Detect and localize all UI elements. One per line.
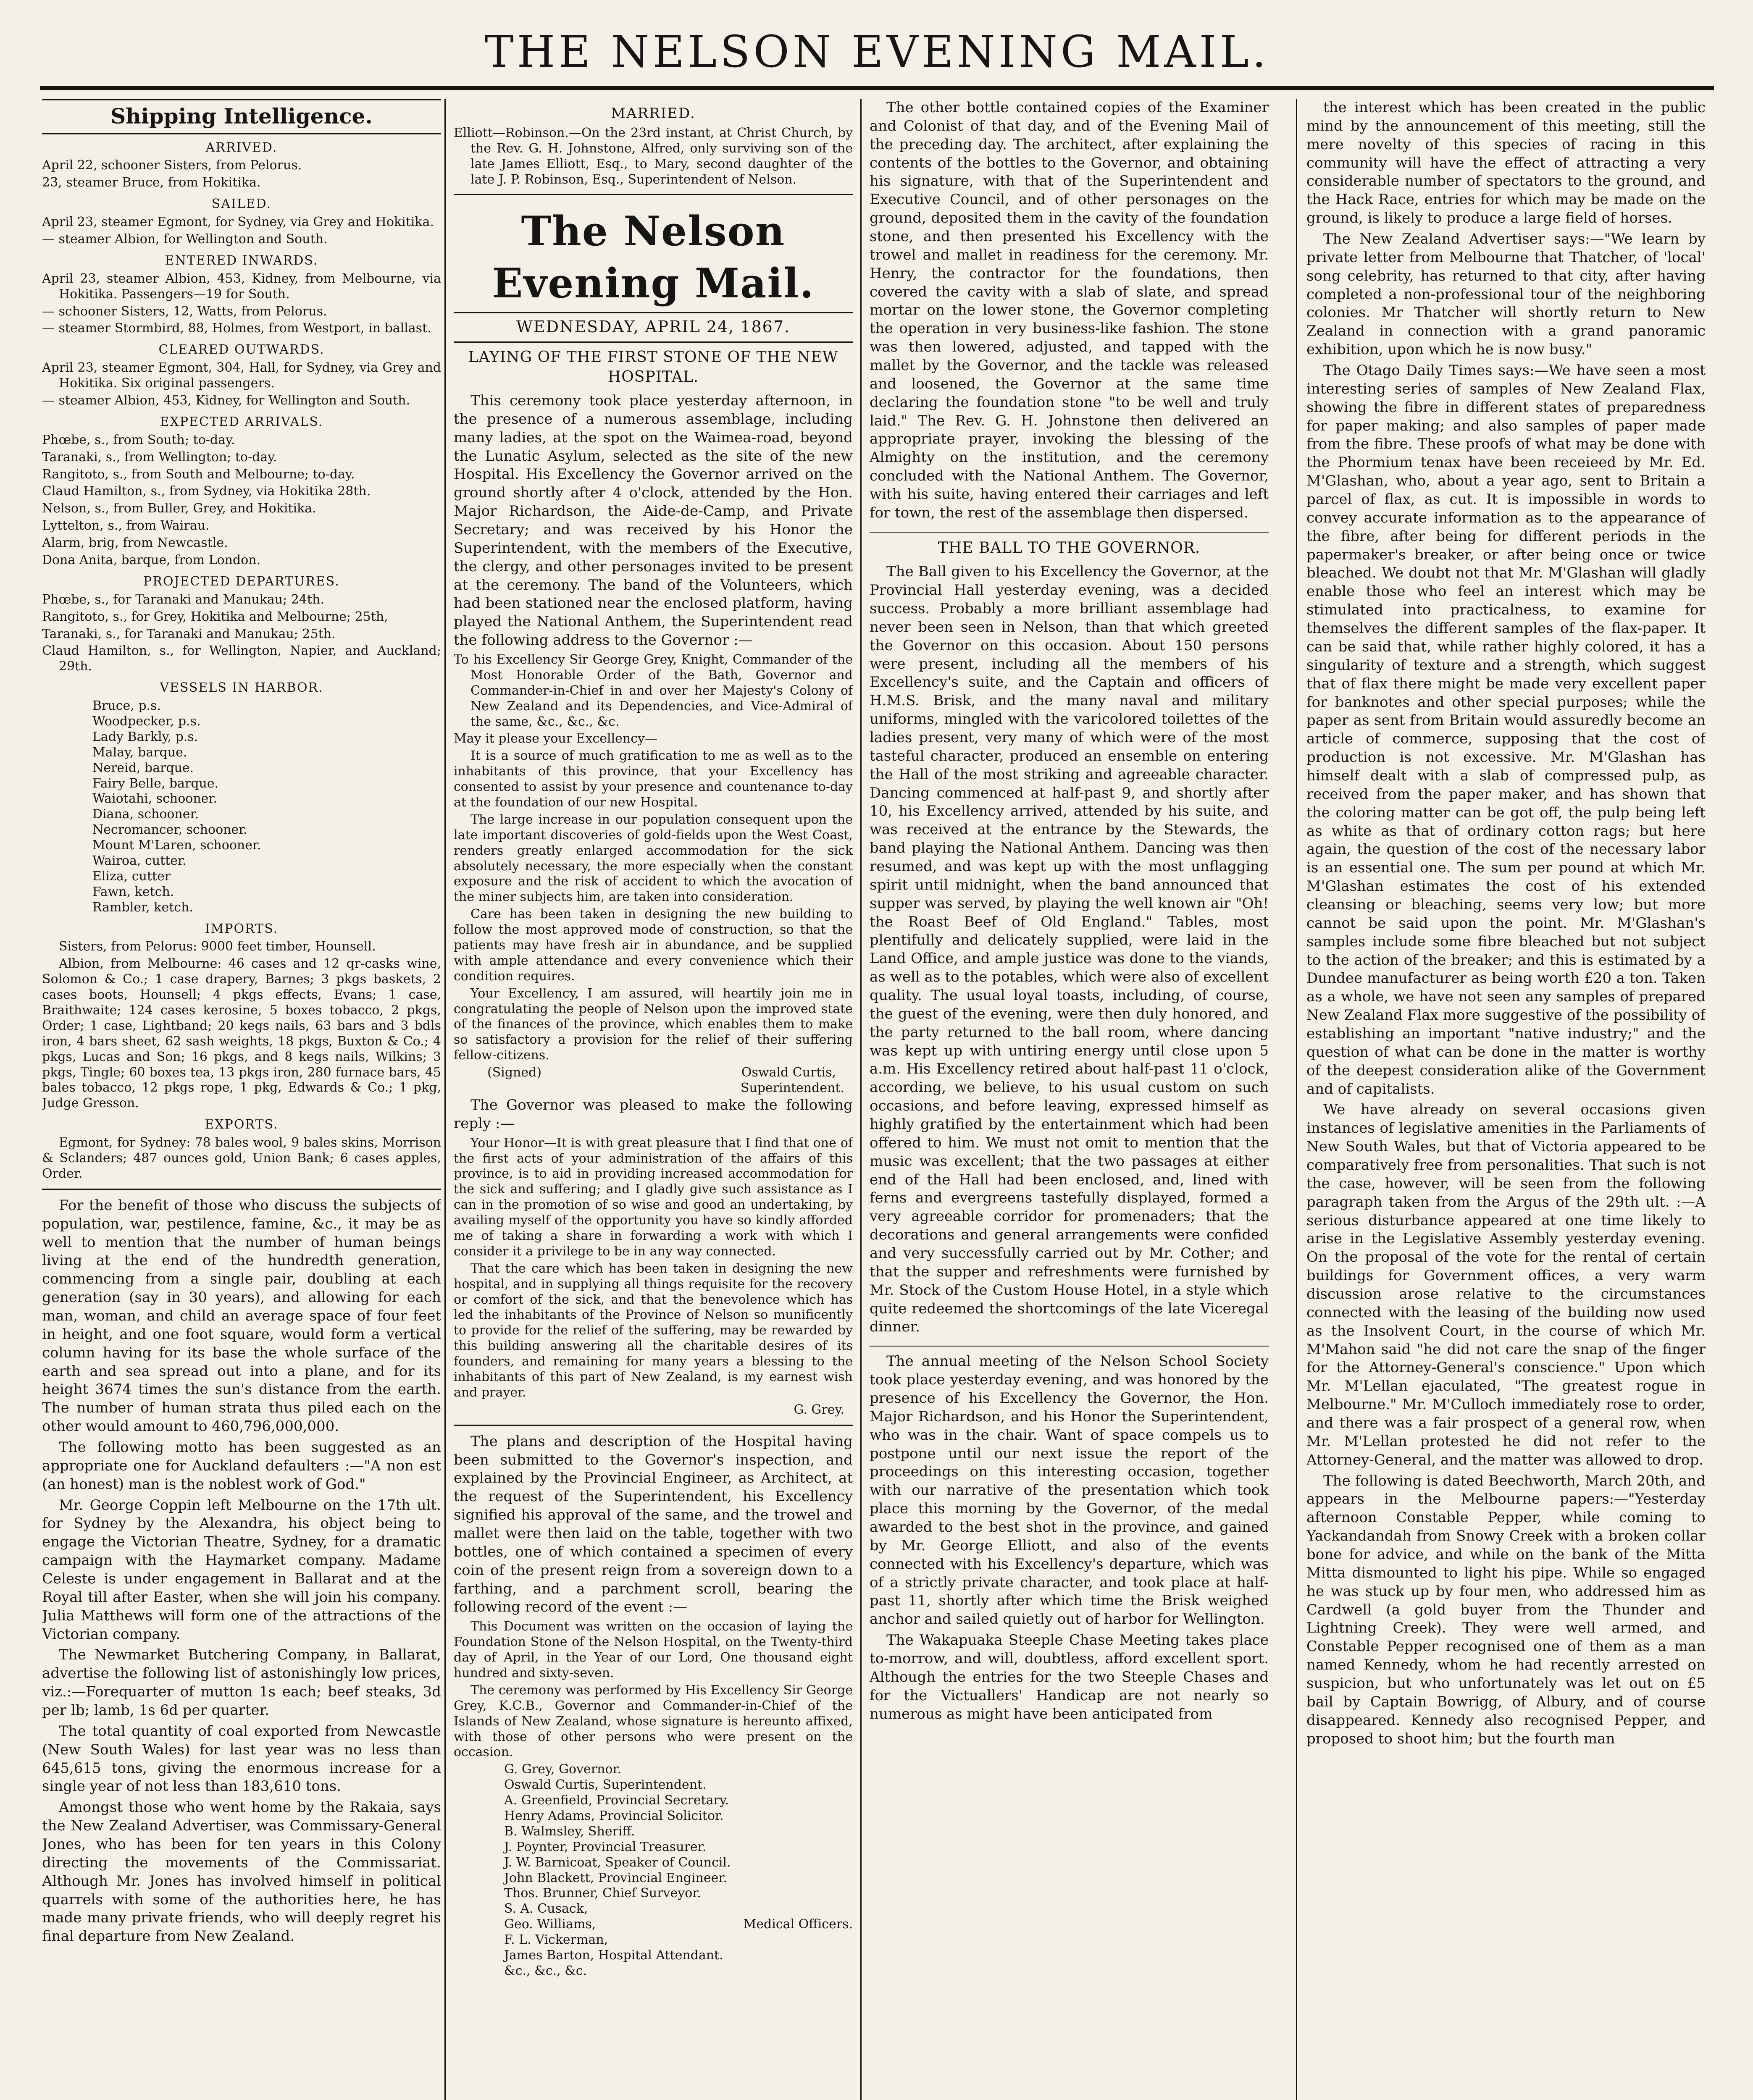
expected-heading: EXPECTED ARRIVALS. [160,414,323,429]
text-line: The annual meeting of the Nelson School Society took place yesterday evening, and was honored by the presence of his Excellency the Governor, the Hon. Major Richardson, and his Honor the Superintendent, who was in the chair. Want of space compels us to postpone until our next issue the report of the proceedings on this interesting occasion, together with our narrative of the presentation which took place this morning by the Governor, of the medal awarded to the best shot in the province, and gained by Mr. George Elliott, and also of the events connected with his Excellency's departure, which was of a strictly private character, and took place at half-past 11, shortly after which time the Brisk weighed anchor and sailed quietly out of harbor for Wellington. [870,1353,1269,1628]
text-line: This ceremony took place yesterday afternoon, in the presence of a numerous assemblage, including many ladies, at the spot on the Waimea-road, beyond the Lunatic Asylum, selected as the site of the new Hospital. His Excellency the Governor arrived on the ground shortly after 4 o'clock, attended by the Hon. Major Richardson, the Aide-de-Camp, and Private Secretary; and was received by his Honor the Superintendent, with the members of the Executive, the clergy, and other personages invited to be present at the ceremony. The band of the Volunteers, which had been stationed near the enclosed platform, having played the National Anthem, the Superintendent read the following address to the Governor :— [454,392,853,649]
text-line: A. Greenfield, Provincial Secretary. [504,1793,729,1808]
column-rule [444,99,446,2100]
text-line: For the benefit of those who discuss the subjects of population, war, pestilence, famine, &c., it may be as well to mention that the number of human beings living at the end of the hundredth generation, commencing from a single pair, doubling at each generation (say in 30 years), and allowing for each man, woman, and child an average space of four feet in height, and one foot square, would form a vertical column having for its base the whole surface of the earth and sea spread out into a plane, and for its height 3674 times the sun's distance from the earth. The number of human strata thus piled each on the other would amount to 460,796,000,000. [42,1197,441,1435]
text-line: Taranaki, s., for Taranaki and Manukau; 25th. [42,626,336,641]
text-line: J. Poynter, Provincial Treasurer. [504,1839,707,1854]
text-line: The following is dated Beechworth, March 20th, and appears in the Melbourne papers:—"Yesterday afternoon Constable Pepper, while coming to Yackandandah from Snowy Creek with a broken collar bone for advice, and while on the bank of the Mitta Mitta dismounted to light his pipe. While so engaged he was stuck up by four men, who addressed him as Cardwell (a gold buyer from the Thunder and Lightning Creek). They were well armed, and Constable Pepper recognised one of them as a man named Kennedy, whom he had recently arrested on suspicion, but who unfortunately was let out on £5 bail by Captain Bowrigg, of Albury, and of course disappeared. Kennedy also recognised Pepper, and proposed to shoot him; but the fourth man [1306,1472,1706,1747]
text-line: April 23, steamer Albion, 453, Kidney, from Melbourne, via Hokitika. Passengers—19 for South. [42,271,441,302]
text-line: The Wakapuaka Steeple Chase Meeting takes place to-morrow, and will, doubtless, afford excellent sport. Although the entries for the two Steeple Chases and for the Victuallers' Handicap are not nearly so numerous as might have been anticipated from [870,1632,1269,1722]
text-line: Mr. George Coppin left Melbourne on the 17th ult. for Sydney by the Alexandra, his object being to engage the Victorian Theatre, Sydney, for a dramatic campaign with the Haymarket company. Madame Celeste is under engagement in Ballarat and at the Royal till after Easter, when she will join his company. Julia Matthews will form one of the attractions of the Victorian company. [42,1496,441,1643]
text-line: We have already on several occasions given instances of legislative amenities in the Parliaments of New South Wales, but that of Victoria appeared to be comparatively free from personalities. That such is not the case, however, will be seen from the following paragraph taken from the Argus of the 29th ult. :—A serious disturbance appeared at one time likely to arise in the Legislative Assembly yesterday evening. On the proposal of the vote for the rental of certain buildings for Government offices, a very warm discussion arose relative to the circumstances connected with the leasing of the building now used as the Insolvent Court, in the course of which Mr. M'Mahon said "he did not care the snap of the finger for the Attorney-General's conscience." Upon which Mr. M'Lellan ejaculated, "The greatest rogue in Melbourne." Mr. M'Culloch immediately rose to order, and there was a fair prospect of a general row, when Mr. M'Lellan protested he did not refer to the Attorney-General, and the matter was allowed to drop. [1306,1101,1706,1468]
text-line: the interest which has been created in the public mind by the announcement of this meeting, still the mere novelty of this species of racing in this community will have the effect of attracting a very considerable number of spectators to the ground, and the Hack Race, entries for which may be made on the ground, is likely to produce a large field of horses. [1306,99,1706,227]
text-line: Fawn, ketch. [92,884,174,899]
text-line: The Newmarket Butchering Company, in Ballarat, advertise the following list of astonishingly low prices, viz.:—Forequarter of mutton 1s each; beef steaks, 3d per lb; lamb, 1s 6d per quarter. [42,1646,441,1719]
text-line: John Blackett, Provincial Engineer. [504,1870,728,1885]
text-line: The plans and description of the Hospital having been submitted to the Governor's inspection, and explained by the Provincial Engineer, as Architect, at the request of the Superintendent, his Excellency signified his approval of the same, and the trowel and mallet were then laid on the table, together with two bottles, one of which contained a specimen of every coin of the present reign from a sovereign down to a farthing, and a parchment scroll, bearing the following record of the event :— [454,1433,853,1616]
text-line: Care has been taken in designing the new building to follow the most approved mode of construction, so that the patients may have fresh air in abundance, and be supplied with ample attendance and every convenience which their condition requires. [454,907,853,984]
divider [454,341,853,343]
imports-list [42,939,441,1111]
signed-name: Oswald Curtis, [741,1065,836,1080]
column-1-paragraphs [42,1197,441,1946]
medical-label: Medical Officers. [743,1917,853,1932]
entered-heading: ENTERED INWARDS. [165,253,318,268]
cleared-heading: CLEARED OUTWARDS. [158,342,325,357]
text-line: Claud Hamilton, s., from Sydney, via Hokitika 28th. [42,484,371,499]
text-line: The following motto has been suggested as an appropriate one for Auckland defaulters :—"A non est (an honest) man is the noblest work of God." [42,1439,441,1493]
address-to: To his Excellency Sir George Grey, Knight, Commander of the Most Honorable Order of the Bath, Governor and Commander-in-Chief in and over her Majesty's Colony of New Zealand and its Dependencies, and Vice-Admiral of the same, &c., &c., &c. [454,652,853,729]
text-line: April 23, steamer Egmont, for Sydney, via Grey and Hokitika. [42,215,434,230]
text-line: Lyttelton, s., from Wairau. [42,518,210,533]
text-line: F. L. Vickerman, [504,1932,608,1948]
signatories [454,1762,853,1901]
divider [870,1346,1269,1347]
divider [454,312,853,313]
record-paragraphs [454,1619,853,1760]
text-line: Alarm, brig, from Newcastle. [42,536,228,551]
column-rule [1296,99,1297,2100]
expected-list [42,433,441,568]
text-line: — steamer Stormbird, 88, Holmes, from Westport, in ballast. [42,321,431,336]
text-line: This Document was written on the occasion of laying the Foundation Stone of the Nelson Hospital, on the Twenty-third day of April, in the Year of our Lord, One thousand eight hundred and sixty-seven. [454,1619,853,1680]
text-line: The Ball given to his Excellency the Governor, at the Provincial Hall yesterday evening, was a decided success. Probably a more brilliant assemblage had never been seen in Nelson, than that which greeted the Governor on this occasion. About 150 persons were present, including all the members of his Excellency's suite, and the Captain and officers of H.M.S. Brisk, and the many naval and military uniforms, mingled with the varicolored toilettes of the ladies present, very many of which were of the most tasteful character, produced an ensemble on entering the Hall of the most striking and agreeable character. Dancing commenced at half-past 9, and shortly after 10, his Excellency arrived, attended by his suite, and was received at the entrance by the Stewards, the band playing the National Anthem. Dancing was then resumed, and was kept up with the most unflagging spirit until midnight, when the band announced that supper was served, by playing the well known air "Oh! the Roast Beef of Old England." Tables, most plentifully and delicately supplied, were laid in the Land Office, and ample justice was done to the viands, as well as to the potables, which were also of excellent quality. The usual loyal toasts, including, of course, the guest of the evening, were then duly honored, and the party returned to the ball room, where dancing was kept up with untiring energy until close upon 5 a.m. His Excellency retired about half-past 11 o'clock, according, we believe, to his usual custom on such occasions, and before leaving, expressed himself as highly gratified by the entertainment which had been offered to him. We must not omit to mention that the music was excellent; that the two passages at either end of the Hall had been enclosed, and, lined with ferns and evergreens tastefully displayed, formed a very agreeable corridor for promenaders; that the decorations and general arrangements were confided and very successfully carried out by Mr. Cother; and that the supper and refreshments were furnished by Mr. Stock of the Custom House Hotel, in a style which quite redeemed the shortcomings of the late Viceregal dinner. [870,563,1269,1336]
vessels-list [42,698,441,915]
divider [42,1189,441,1190]
text-line: Eliza, cutter [92,869,171,884]
text-line: &c., &c., &c. [504,1963,587,1978]
vessels-heading: VESSELS IN HARBOR. [160,680,323,696]
text-line: The ceremony was performed by His Excellency Sir George Grey, K.C.B., Governor and Commander-in-Chief of the Islands of New Zealand, whose signature is hereunto affixed, with those of other persons who were present on the occasion. [454,1683,853,1760]
signature-row [454,1065,853,1081]
text-line: G. Grey, Governor. [504,1762,622,1777]
signed-label: (Signed) [487,1065,542,1080]
imports-heading: IMPORTS. [205,921,279,936]
text-line: April 23, steamer Egmont, 304, Hall, for Sydney, via Grey and Hokitika. Six original passengers. [42,360,441,391]
column-3 [870,99,1269,2100]
reply-intro: The Governor was pleased to make the following reply :— [454,1096,853,1132]
text-line: B. Walmsley, Sheriff. [504,1824,635,1839]
text-line: April 22, schooner Sisters, from Pelorus. [42,158,302,173]
text-line: James Barton, Hospital Attendant. [504,1948,723,1963]
ceremony-paragraphs [870,99,1269,522]
text-line: Necromancer, schooner. [92,822,247,837]
text-line: — steamer Albion, for Wellington and South. [42,231,328,247]
arrived-heading: ARRIVED. [205,140,278,155]
arrived-list [42,158,441,191]
text-line: Nereid, barque. [92,760,194,775]
exports-heading: EXPORTS. [205,1117,279,1132]
hospital-article-title: LAYING OF THE FIRST STONE OF THE NEW HOSPITAL. [468,349,838,386]
column-4-paragraphs [1306,99,1706,1748]
text-line: — schooner Sisters, 12, Watts, from Pelorus. [42,304,327,319]
masthead-rule [40,86,1714,90]
text-line: Malay, barque. [92,745,187,760]
projected-list [42,592,441,675]
text-line: Oswald Curtis, Superintendent. [504,1777,707,1793]
sailed-heading: SAILED. [211,197,272,212]
exports-list [42,1135,441,1182]
text-line: S. A. Cusack, [504,1901,588,1916]
text-line: Waiotahi, schooner. [92,791,217,806]
text-line: The other bottle contained copies of the Examiner and Colonist of that day, and of the Evening Mail of the preceding day. The architect, after explaining the contents of the bottles to the Governor, and obtaining his signature, with that of the Superintendent and Executive Council, and of other personages on the ground, deposited them in the cavity of the foundation stone, and then presented his Excellency with the trowel and mallet in readiness for the ceremony. Mr. Henry, the contractor for the foundations, then covered the cavity with a slab of slate, and spread mortar on the lower stone, the Governor completing the operation in very business-like fashion. The stone was then lowered, adjusted, and tapped with the mallet by the Governor, and the tackle was released and loosened, the Governor at the same time declaring the foundation stone "to be well and truly laid." The Rev. G. H. Johnstone then delivered an appropriate prayer, invoking the blessing of the Almighty on the institution, and the ceremony concluded with the National Anthem. The Governor, with his suite, having entered their carriages and left for town, the rest of the assemblage then dispersed. [870,99,1269,521]
text-line: Amongst those who went home by the Rakaia, says the New Zealand Advertiser, was Commissary-General Jones, who has been for ten years in this Colony directing the movements of the Commissariat. Although Mr. Jones has involved himself in political quarrels with some of the authorities here, he has made many private friends, who will deeply regret his final departure from New Zealand. [42,1799,441,1945]
text-line: Claud Hamilton, s., for Wellington, Napier, and Auckland; 29th. [42,643,441,674]
medical-officers [454,1901,853,1948]
text-line: Phœbe, s., from South; to-day. [42,432,235,447]
entered-list [42,271,441,337]
divider [454,194,853,195]
hospital-paragraphs [454,392,853,650]
text-line: Your Honor—It is with great pleasure that I find that one of the first acts of your administration of the affairs of this province, is to aid in providing increased accommodation for the sick and suffering; and I gladly give such assistance as I can in the promotion of so wise and good an undertaking, by availing myself of the opportunity you have so kindly afforded me of taking a share in forwarding a work with which I consider it a privilege to be in any way connected. [454,1135,853,1259]
text-line: Nelson, s., from Buller, Grey, and Hokitika. [42,501,316,516]
text-line: Dona Anita, barque, from London. [42,552,261,567]
ball-paragraphs [870,563,1269,1336]
text-line: Albion, from Melbourne: 46 cases and 12 qr-casks wine, Solomon & Co.; 1 case drapery, Barnes; 3 pkgs baskets, 2 cases boots, Hounsell; 4 pkgs effects, Evans; 1 case, Braithwaite; 124 cases kerosine, 5 boxes tobacco, 2 pkgs, Order; 1 case, Lightband; 20 kegs nails, 63 bars and 3 bdls iron, 4 bars sheet, 62 sash weights, 18 pkgs, Buxton & Co.; 4 pkgs, Lucas and Son; 16 pkgs, and 8 kegs nails, Wilkins; 3 pkgs, Tingle; 60 boxes tea, 13 pkgs iron, 280 furnace bars, 45 bales tobacco, 12 pkgs rope, 1 pkg, Edwards & Co.; 1 pkg, Judge Gresson. [42,956,441,1111]
text-line: It is a source of much gratification to me as well as to the inhabitants of this province, that your Excellency has consented to assist by your presence and countenance to-day at the foundation of our new Hospital. [454,748,853,810]
ball-title: THE BALL TO THE GOVERNOR. [938,539,1201,556]
text-line: Geo. Williams, [504,1917,596,1932]
text-line: Rambler, ketch. [92,900,193,915]
column-1 [42,99,441,2100]
text-line: Diana, schooner. [92,807,199,822]
reply-signature: G. Grey. [794,1402,844,1417]
married-notice: Elliott—Robinson.—On the 23rd instant, at Christ Church, by the Rev. G. H. Johnstone, Alfred, only surviving son of the late James Elliott, Esq., to Mary, second daughter of the late J. P. Robinson, Esq., Superintendent of Nelson. [454,125,853,187]
shipping-list [42,140,441,1182]
text-line: The Otago Daily Times says:—We have seen a most interesting series of samples of New Zealand Flax, showing the fibre in different states of preparedness for paper making; and also samples of paper made from the fibre. These proofs of what may be done with the Phormium tenax have been receieed by Mr. Ed. M'Glashan, who, about a year ago, sent to Britain a parcel of flax, as cut. It is impossible in words to convey accurate information as to the appearance of the fibre, after being for different periods in the papermaker's breaker, or after being once or twice bleached. We doubt not that Mr. M'Glashan will gladly enable those who feel an interest which may be stimulated into practicalness, to examine for themselves the different samples of the flax-paper. It can be said that, while rather highly colored, it has a singularity of texture and a strength, which suggest that of flax there might be made very excellent paper for banknotes and other special purposes; while the paper as sent from Britain would assuredly become an article of commerce, supposing that the cost of production is not excessive. Mr. M'Glashan has himself dealt with a slab of compressed pulp, as received from the paper maker, and has shown that the coloring matter can be got off, the pulp being left as white as that of ordinary cotton rags; but here again, the question of the cost of the necessary labor is an essential one. The sum per pound at which Mr. M'Glashan estimates the cost of his extended cleansing or bleaching, seems very low; but more cannot be said upon the point. Mr. M'Glashan's samples include some fibre bleached but not subject to the action of the breaker; and this is estimated by a Dundee manufacturer as being worth £20 a ton. Taken as a whole, we have not seen any samples of prepared New Zealand Flax more suggestive of the possibility of establishing an important "native industry;" and the question of what can be done in the matter is worthy of the deepest consideration alike of the Government and of capitalists. [1306,362,1706,1097]
address-open: May it please your Excellency— [454,731,657,746]
text-line: Rangitoto, s., from South and Melbourne; to-day. [42,467,355,482]
text-line: Fairy Belle, barque. [92,776,219,791]
divider [870,532,1269,533]
text-line: Egmont, for Sydney: 78 bales wool, 9 bales skins, Morrison & Sclanders; 487 ounces gold, Union Bank; 6 cases apples, Order. [42,1135,441,1181]
reply-paragraphs [454,1136,853,1401]
column-4 [1306,99,1706,2100]
text-line: J. W. Barnicoat, Speaker of Council. [504,1855,731,1870]
text-line: Bruce, p.s. [92,698,161,714]
text-line: Rangitoto, s., for Grey, Hokitika and Melbourne; 25th, [42,609,388,624]
signed-title: Superintendent. [740,1081,844,1096]
text-line: Your Excellency, I am assured, will heartily join me in congratulating the people of Nelson upon the improved state of the finances of the province, which enables them to make so satisfactory a provision for the relief of their suffering fellow-citizens. [454,986,853,1063]
medical-names [504,1901,739,1948]
text-line: That the care which has been taken in designing the new hospital, and in supplying all things requisite for the recovery or comfort of the sick, and that the benevolence which has led the inhabitants of the Province of Nelson so munificently to provide for the relief of the suffering, may be rewarded by this building answering all the charitable desires of its founders, and remaining for many years a blessing to the inhabitants of this part of New Zealand, is my earnest wish and prayer. [454,1261,853,1400]
text-line: Sisters, from Pelorus: 9000 feet timber, Hounsell. [59,939,376,954]
text-line: Lady Barkly, p.s. [92,729,198,744]
text-line: Henry Adams, Provincial Solicitor. [504,1808,724,1823]
text-line: Wairoa, cutter. [92,853,187,869]
school-paragraphs [870,1352,1269,1723]
text-line: The total quantity of coal exported from Newcastle (New South Wales) for last year was no less than 645,615 tons, giving the enormous increase for a single year of not less than 183,610 tons. [42,1722,441,1795]
address-paragraphs [454,748,853,1063]
signatories-end [454,1948,853,1979]
shipping-intelligence-title: Shipping Intelligence. [42,99,441,134]
text-line: — steamer Albion, 453, Kidney, for Wellington and South. [42,393,410,408]
column-rule [860,99,862,2100]
projected-heading: PROJECTED DEPARTURES. [143,574,340,589]
text-line: Taranaki, s., from Wellington; to-day. [42,449,277,465]
divider [454,1425,853,1426]
sailed-list [42,215,441,247]
married-heading: MARRIED. [611,105,696,122]
plans-paragraphs [454,1433,853,1617]
text-line: The New Zealand Advertiser says:—"We learn by private letter from Melbourne that Thatcher, of 'local' song celebrity, has returned to that city, after having completed a non-professional tour of the neighboring colonies. Mr Thatcher will shortly return to New Zealand in connection with a grand panoramic exhibition, upon which he is now busy." [1306,231,1706,358]
text-line: Mount M'Laren, schooner. [92,838,261,853]
nameplate: The Nelson Evening Mail. [492,207,815,307]
text-line: Woodpecker, p.s. [92,714,201,729]
text-line: The large increase in our population consequent upon the late important discoveries of gold-fields upon the West Coast, renders greatly enlarged accommodation for the sick absolutely necessary, the more especially when the constant exposure and the risk of accident to which the avocation of the miner subjects him, are taken into consideration. [454,812,853,905]
masthead: THE NELSON EVENING MAIL. [484,26,1269,77]
text-line: Phœbe, s., for Taranaki and Manukau; 24th. [42,592,324,607]
cleared-list [42,360,441,409]
text-line: Thos. Brunner, Chief Surveyor. [504,1886,701,1901]
text-line: 23, steamer Bruce, from Hokitika. [42,175,261,190]
column-2 [454,99,853,2100]
dateline: WEDNESDAY, APRIL 24, 1867. [516,318,791,336]
